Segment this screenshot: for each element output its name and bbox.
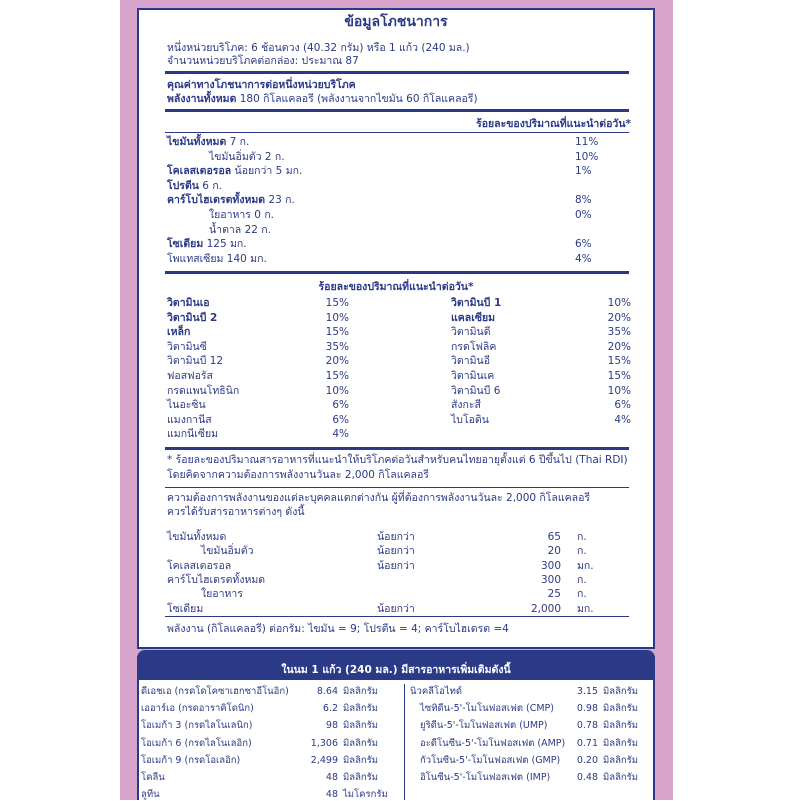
nutrient-row	[167, 238, 247, 251]
vitamin-rdi-percent: 6%	[614, 399, 631, 412]
additional-nutrient-amount: 1,306	[310, 737, 338, 749]
additional-nutrient-label: โอเมก้า 9 (กรดโอเลอิก)	[141, 754, 241, 766]
footnote-line-1: * ร้อยละของปริมาณสารอาหารที่แนะนำให้บริโภคต่อวันสำหรับคนไทยอายุตั้งแต่ 6 ปีขึ้นไป (Thai RDI)	[167, 454, 628, 466]
vitamin-rdi-percent: 20%	[607, 340, 631, 353]
nutrient-amount: 2 ก.	[264, 150, 285, 163]
additional-nutrient-unit: มิลลิกรัม	[343, 737, 379, 749]
vitamin-label: สังกะสี	[451, 399, 481, 412]
additional-nutrient-amount: 2,499	[310, 754, 338, 766]
nutrient-row	[167, 180, 222, 193]
nutrient-rdi-percent: 0%	[575, 209, 592, 221]
additional-nutrient-amount: 8.64	[316, 686, 338, 697]
additional-nutrient-unit: มิลลิกรัม	[603, 772, 639, 783]
nutrient-row	[167, 194, 295, 207]
additional-nutrient-unit: มิลลิกรัม	[343, 720, 379, 732]
nutrient-label: โซเดียม	[167, 238, 204, 251]
additional-nutrient-label: กัวโนซีน-5'-โมโนฟอสเฟต (GMP)	[420, 754, 561, 766]
footnote-line-2: โดยคิดจากความต้องการพลังงานวันละ 2,000 กิโลแคลอรี	[167, 469, 429, 481]
energy-needs-unit: ก.	[577, 531, 587, 543]
vitamin-label: แมงกานีส	[167, 413, 212, 426]
additional-nutrient-unit: มิลลิกรัม	[603, 720, 639, 732]
vitamin-rdi-percent: 15%	[607, 355, 631, 368]
energy-needs-label: คาร์โบไฮเดรตทั้งหมด	[167, 573, 266, 586]
vitamin-label: วิตามินบี 6	[451, 384, 501, 397]
additional-nutrient-amount: 48	[325, 789, 338, 801]
vitamin-rdi-percent: 15%	[325, 326, 349, 339]
additional-nutrient-label: ยูริดีน-5'-โมโนฟอสเฟต (UMP)	[420, 720, 548, 732]
additional-nutrient-unit: มิลลิกรัม	[603, 737, 639, 749]
servings-per-box: จำนวนหน่วยบริโภคต่อกล่อง: ประมาณ 87	[167, 55, 359, 67]
divider	[165, 132, 629, 133]
energy-needs-label: โคเลสเตอรอล	[167, 559, 232, 572]
energy-needs-amount: 300	[540, 573, 561, 586]
additional-nutrient-label: ไซทิดีน-5'-โมโนฟอสเฟต (CMP)	[420, 703, 554, 715]
nutrient-row	[167, 165, 302, 178]
page-title: ข้อมูลโภชนาการ	[344, 14, 448, 30]
nutrient-rdi-percent: 1%	[575, 165, 592, 178]
nutrient-amount: 7 ก.	[229, 136, 250, 148]
rdi-header: ร้อยละของปริมาณที่แนะนำต่อวัน*	[476, 118, 631, 130]
nutrient-rdi-percent: 6%	[575, 238, 592, 251]
energy-needs-label: โซเดียม	[167, 602, 204, 615]
nutrient-rdi-percent: 11%	[575, 136, 599, 148]
additional-nutrient-amount: 98	[325, 720, 338, 732]
nutrient-label: ไขมันทั้งหมด	[167, 136, 227, 148]
vitamin-label: วิตามินเอ	[167, 297, 210, 309]
divider	[165, 447, 629, 450]
additional-nutrient-label: นิวคลีโอไทด์	[410, 686, 463, 697]
vitamin-label: ฟอสฟอรัส	[167, 370, 213, 382]
nutrient-rdi-percent: 10%	[575, 150, 599, 163]
energy-factors: พลังงาน (กิโลแคลอรี) ต่อกรัม: ไขมัน = 9; โปรตีน = 4; คาร์โบไฮเดรต =4	[167, 623, 509, 635]
vitamin-rdi-percent: 20%	[325, 355, 349, 368]
energy-needs-unit: ก.	[577, 588, 587, 601]
additional-nutrient-amount: 3.15	[576, 686, 598, 697]
nutrient-label: น้ำตาล	[209, 223, 242, 236]
additional-nutrient-label: ดีเอชเอ (กรดโดโคซาเฮกซาอีโนอิก)	[141, 686, 289, 697]
energy-value: 180 กิโลแคลอรี (พลังงานจากไขมัน 60 กิโลแคลอรี)	[239, 93, 478, 105]
energy-needs-qualifier: น้อยกว่า	[377, 545, 415, 558]
vitamin-rdi-percent: 35%	[607, 326, 631, 339]
nutrient-amount: 6 ก.	[202, 179, 223, 192]
vitamin-label: ไนอะซิน	[167, 399, 206, 412]
energy-needs-label: ไขมันอิ่มตัว	[201, 545, 254, 558]
vitamin-rdi-percent: 6%	[332, 413, 349, 426]
nutrient-rdi-percent: 4%	[575, 252, 592, 265]
vitamin-rdi-percent: 6%	[332, 399, 349, 412]
energy-needs-label: ใยอาหาร	[201, 588, 243, 601]
vitamins-header: ร้อยละของปริมาณที่แนะนำต่อวัน*	[318, 281, 474, 293]
additional-nutrient-unit: มิลลิกรัม	[603, 686, 639, 697]
additional-nutrient-amount: 0.20	[576, 754, 598, 766]
vitamin-rdi-percent: 15%	[325, 370, 349, 382]
additional-nutrient-unit: มิลลิกรัม	[603, 703, 639, 715]
energy-needs-label: ไขมันทั้งหมด	[167, 531, 227, 543]
column-divider	[404, 684, 405, 800]
additional-nutrient-amount: 0.78	[576, 720, 598, 732]
additional-nutrient-amount: 48	[325, 772, 338, 783]
additional-nutrient-label: ลูทีน	[141, 789, 160, 801]
additional-nutrient-unit: มิลลิกรัม	[603, 754, 639, 766]
additional-nutrients-header	[137, 650, 655, 680]
additional-nutrient-label: โคลีน	[141, 772, 165, 783]
vitamin-label: แคลเซียม	[451, 311, 496, 324]
divider	[165, 109, 629, 112]
nutrient-label: โคเลสเตอรอล	[167, 165, 232, 178]
energy-needs-qualifier: น้อยกว่า	[377, 602, 415, 615]
vitamin-rdi-percent: 35%	[325, 340, 349, 353]
energy-needs-qualifier: น้อยกว่า	[377, 559, 415, 572]
energy-needs-amount: 25	[547, 588, 561, 601]
per-serving-heading: คุณค่าทางโภชนาการต่อหนึ่งหน่วยบริโภค	[167, 79, 356, 91]
energy-needs-amount: 20	[547, 545, 561, 558]
nutrient-amount: 22 ก.	[244, 223, 271, 236]
vitamin-rdi-percent: 15%	[607, 370, 631, 382]
vitamin-rdi-percent: 15%	[325, 297, 349, 309]
additional-nutrient-label: เออาร์เอ (กรดอาราคิโดนิก)	[141, 703, 254, 715]
energy-needs-unit: ก.	[577, 573, 587, 586]
vitamin-label: เหล็ก	[167, 326, 191, 339]
nutrient-rdi-percent: 8%	[575, 194, 592, 207]
nutrient-amount: 125 มก.	[206, 238, 247, 251]
additional-nutrient-unit: มิลลิกรัม	[343, 754, 379, 766]
additional-nutrient-label: อะดีโนซีน-5'-โมโนฟอสเฟต (AMP)	[420, 737, 566, 749]
vitamin-rdi-percent: 20%	[607, 311, 631, 324]
nutrient-row	[209, 224, 271, 237]
vitamin-rdi-percent: 10%	[607, 384, 631, 397]
energy-needs-amount: 2,000	[530, 602, 561, 615]
vitamin-rdi-percent: 4%	[332, 428, 349, 441]
vitamin-label: วิตามินซี	[167, 340, 207, 353]
additional-nutrient-label: โอเมก้า 3 (กรดไลโนเลนิก)	[141, 720, 253, 732]
divider	[165, 271, 629, 274]
serving-size: หนึ่งหน่วยบริโภค: 6 ช้อนตวง (40.32 กรัม) หรือ 1 แก้ว (240 มล.)	[167, 42, 470, 54]
vitamin-label: วิตามินดี	[451, 326, 491, 339]
additional-nutrient-label: อิโนซีน-5'-โมโนฟอสเฟต (IMP)	[420, 772, 551, 783]
divider	[165, 71, 629, 74]
nutrient-amount: น้อยกว่า 5 มก.	[234, 165, 303, 178]
energy-line	[167, 93, 478, 106]
energy-needs-unit: มก.	[577, 559, 594, 572]
nutrient-amount: 0 ก.	[254, 209, 275, 221]
nutrient-row	[167, 136, 249, 149]
vitamin-label: กรดแพนโทธินิก	[167, 384, 240, 397]
vitamin-label: วิตามินเค	[451, 370, 495, 382]
nutrient-label: ใยอาหาร	[209, 209, 251, 221]
vitamin-rdi-percent: 4%	[614, 413, 631, 426]
additional-nutrient-amount: 6.2	[322, 703, 338, 715]
vitamin-rdi-percent: 10%	[325, 311, 349, 324]
additional-nutrient-label: โอเมก้า 6 (กรดไลโนเลอิก)	[141, 737, 252, 749]
nutrient-label: โพแทสเซียม	[167, 252, 224, 265]
nutrient-amount: 140 มก.	[226, 252, 267, 265]
energy-needs-amount: 65	[547, 531, 561, 543]
vitamin-label: ไบโอติน	[451, 413, 489, 426]
divider	[165, 487, 629, 488]
vitamin-label: วิตามินบี 2	[167, 311, 218, 324]
additional-nutrient-unit: มิลลิกรัม	[343, 686, 379, 697]
energy-needs-unit: ก.	[577, 545, 587, 558]
energy-needs-line-2: ควรได้รับสารอาหารต่างๆ ดังนี้	[167, 506, 305, 518]
energy-needs-unit: มก.	[577, 602, 594, 615]
additional-nutrient-unit: มิลลิกรัม	[343, 703, 379, 715]
additional-nutrient-amount: 0.71	[576, 737, 598, 749]
additional-nutrient-unit: ไมโครกรัม	[343, 789, 388, 801]
energy-label: พลังงานทั้งหมด	[167, 93, 237, 105]
additional-nutrient-unit: มิลลิกรัม	[343, 772, 379, 783]
nutrition-facts-panel	[137, 8, 655, 649]
nutrient-label: ไขมันอิ่มตัว	[209, 150, 262, 163]
nutrient-label: คาร์โบไฮเดรตทั้งหมด	[167, 194, 266, 207]
vitamin-label: วิตามินบี 1	[451, 297, 502, 309]
divider	[165, 616, 629, 617]
additional-nutrients-title: ในนม 1 แก้ว (240 มล.) มีสารอาหารเพิ่มเติมดังนี้	[281, 664, 511, 676]
nutrient-row	[209, 151, 285, 164]
vitamin-label: วิตามินบี 12	[167, 355, 224, 368]
additional-nutrient-amount: 0.98	[576, 703, 598, 715]
vitamin-label: วิตามินอี	[451, 355, 491, 368]
nutrient-row	[167, 253, 267, 266]
vitamin-label: แมกนีเซียม	[167, 428, 219, 441]
nutrient-label: โปรตีน	[167, 179, 199, 192]
additional-nutrient-amount: 0.48	[576, 772, 598, 783]
vitamin-rdi-percent: 10%	[325, 384, 349, 397]
nutrient-amount: 23 ก.	[268, 194, 295, 207]
vitamin-rdi-percent: 10%	[607, 297, 631, 309]
vitamin-label: กรดโฟลิค	[451, 340, 497, 353]
energy-needs-amount: 300	[540, 559, 561, 572]
energy-needs-qualifier: น้อยกว่า	[377, 531, 415, 543]
nutrient-row	[209, 209, 274, 222]
energy-needs-line-1: ความต้องการพลังงานของแต่ละบุคคลแตกต่างกัน ผู้ที่ต้องการพลังงานวันละ 2,000 กิโลแคลอรี	[167, 492, 591, 504]
